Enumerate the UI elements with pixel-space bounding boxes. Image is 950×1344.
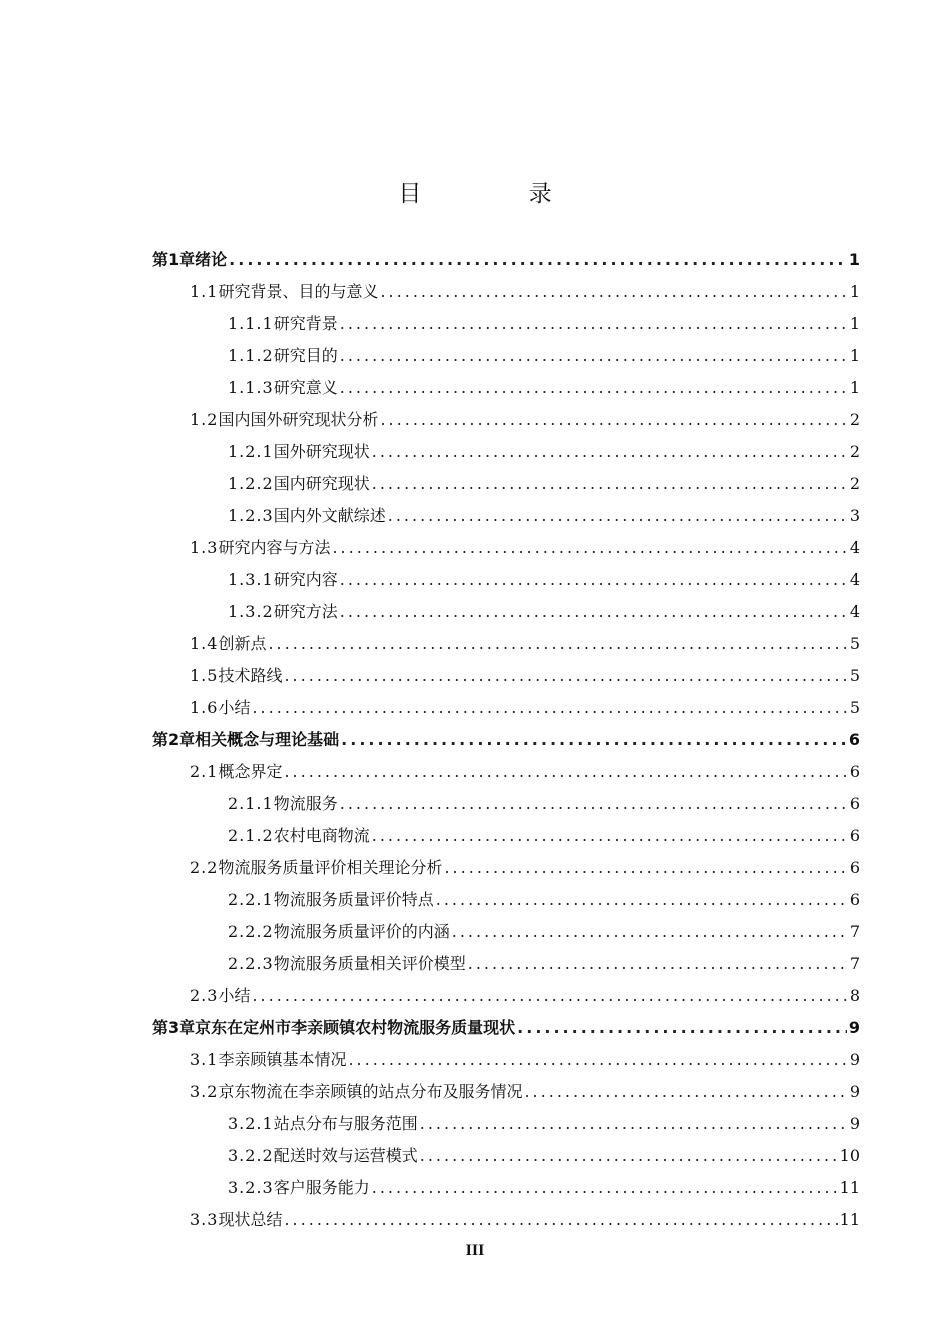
toc-entry-page-number: 8 xyxy=(849,986,860,1005)
toc-entry-page-number: 9 xyxy=(849,1114,860,1133)
toc-dot-leader xyxy=(420,1140,838,1172)
toc-entry-page-number: 6 xyxy=(849,890,860,909)
toc-entry-page-number: 4 xyxy=(849,538,860,557)
toc-entry-number: 2.2.2 xyxy=(228,922,274,941)
toc-entry-title: 站点分布与服务范围 xyxy=(273,1114,418,1133)
toc-entry[interactable] xyxy=(152,692,860,724)
toc-entry-title: 农村电商物流 xyxy=(273,826,370,845)
toc-dot-leader xyxy=(252,692,847,724)
toc-dot-leader xyxy=(340,564,848,596)
toc-dot-leader xyxy=(372,436,848,468)
toc-dot-leader xyxy=(444,852,847,884)
toc-entry-title: 绪论 xyxy=(195,250,228,269)
toc-dot-leader xyxy=(380,404,847,436)
table-of-contents xyxy=(152,244,860,1236)
toc-entry[interactable] xyxy=(152,980,860,1012)
toc-entry-page-number: 6 xyxy=(849,826,860,845)
toc-entry[interactable] xyxy=(152,724,860,756)
toc-entry-number: 3.2.3 xyxy=(228,1178,274,1197)
toc-entry-title: 李亲顾镇基本情况 xyxy=(218,1050,347,1069)
toc-dot-leader xyxy=(268,628,847,660)
toc-entry[interactable] xyxy=(152,244,860,276)
toc-entry-number: 第1章 xyxy=(152,250,196,269)
toc-entry[interactable] xyxy=(152,1012,860,1044)
toc-dot-leader xyxy=(468,948,848,980)
toc-entry-number: 3.2.1 xyxy=(228,1114,274,1133)
toc-entry-title: 国外研究现状 xyxy=(273,442,370,461)
toc-entry-page-number: 4 xyxy=(849,570,860,589)
toc-entry-number: 2.1.1 xyxy=(228,794,274,813)
toc-entry-title: 物流服务质量评价相关理论分析 xyxy=(218,858,443,877)
toc-entry-number: 1.1.1 xyxy=(228,314,274,333)
toc-entry-page-number: 1 xyxy=(849,314,860,333)
toc-dot-leader xyxy=(284,756,847,788)
toc-entry-title: 物流服务质量评价的内涵 xyxy=(273,922,450,941)
toc-entry-page-number: 9 xyxy=(849,1050,860,1069)
toc-dot-leader xyxy=(340,372,848,404)
toc-entry-title: 国内国外研究现状分析 xyxy=(218,410,379,429)
toc-entry[interactable] xyxy=(152,660,860,692)
toc-entry-page-number: 1 xyxy=(849,378,860,397)
toc-entry-page-number: 5 xyxy=(849,666,860,685)
toc-dot-leader xyxy=(332,532,847,564)
toc-entry-page-number: 2 xyxy=(849,442,860,461)
toc-entry-number: 3.1 xyxy=(190,1050,219,1069)
toc-entry[interactable] xyxy=(152,500,860,532)
toc-dot-leader xyxy=(341,724,847,756)
toc-entry[interactable] xyxy=(152,1172,860,1204)
toc-dot-leader xyxy=(372,820,848,852)
toc-entry-title: 概念界定 xyxy=(218,762,283,781)
toc-entry[interactable] xyxy=(152,1140,860,1172)
toc-entry-number: 1.6 xyxy=(190,698,219,717)
toc-entry-number: 2.2 xyxy=(190,858,219,877)
toc-dot-leader xyxy=(229,244,847,276)
toc-entry-page-number: 2 xyxy=(849,410,860,429)
toc-entry-title: 客户服务能力 xyxy=(273,1178,370,1197)
toc-entry-page-number: 1 xyxy=(848,250,860,269)
toc-entry-page-number: 5 xyxy=(849,698,860,717)
toc-entry-page-number: 6 xyxy=(849,858,860,877)
toc-entry-title: 小结 xyxy=(218,698,251,717)
toc-entry[interactable] xyxy=(152,628,860,660)
toc-entry-number: 1.1.2 xyxy=(228,346,274,365)
toc-entry-number: 第3章 xyxy=(152,1018,196,1037)
toc-entry-number: 3.2.2 xyxy=(228,1146,274,1165)
toc-entry[interactable] xyxy=(152,788,860,820)
toc-entry-page-number: 9 xyxy=(849,1082,860,1101)
footer-page-number: III xyxy=(465,1242,485,1259)
toc-dot-leader xyxy=(340,596,848,628)
toc-entry-page-number: 6 xyxy=(849,762,860,781)
toc-dot-leader xyxy=(340,308,848,340)
toc-entry[interactable] xyxy=(152,884,860,916)
toc-entry-number: 1.2.1 xyxy=(228,442,274,461)
toc-entry-page-number: 11 xyxy=(839,1210,860,1229)
toc-entry-page-number: 11 xyxy=(839,1178,860,1197)
toc-entry-number: 3.2 xyxy=(190,1082,219,1101)
toc-dot-leader xyxy=(517,1012,847,1044)
toc-dot-leader xyxy=(340,788,848,820)
toc-entry-number: 2.2.3 xyxy=(228,954,274,973)
toc-entry-number: 2.2.1 xyxy=(228,890,274,909)
toc-dot-leader xyxy=(388,500,848,532)
toc-dot-leader xyxy=(252,980,847,1012)
toc-entry-page-number: 7 xyxy=(849,954,860,973)
toc-entry-page-number: 3 xyxy=(849,506,860,525)
toc-entry-number: 1.1 xyxy=(190,282,219,301)
toc-entry-page-number: 6 xyxy=(848,730,860,749)
toc-entry-title: 现状总结 xyxy=(218,1210,283,1229)
toc-entry-title: 研究背景、目的与意义 xyxy=(218,282,379,301)
toc-entry[interactable] xyxy=(152,564,860,596)
toc-entry-title: 物流服务质量相关评价模型 xyxy=(273,954,466,973)
toc-entry-title: 国内研究现状 xyxy=(273,474,370,493)
toc-entry-page-number: 1 xyxy=(849,346,860,365)
toc-entry-title: 配送时效与运营模式 xyxy=(273,1146,418,1165)
toc-entry-title: 物流服务 xyxy=(273,794,338,813)
toc-entry[interactable] xyxy=(152,308,860,340)
toc-entry[interactable] xyxy=(152,1108,860,1140)
toc-entry-number: 1.3 xyxy=(190,538,219,557)
toc-dot-leader xyxy=(524,1076,847,1108)
toc-entry-title: 研究方法 xyxy=(273,602,338,621)
toc-entry[interactable] xyxy=(152,436,860,468)
toc-entry-page-number: 6 xyxy=(849,794,860,813)
toc-entry[interactable] xyxy=(152,404,860,436)
toc-entry-page-number: 4 xyxy=(849,602,860,621)
toc-entry[interactable] xyxy=(152,756,860,788)
toc-entry-number: 2.3 xyxy=(190,986,219,1005)
toc-dot-leader xyxy=(372,468,848,500)
toc-entry-number: 3.3 xyxy=(190,1210,219,1229)
toc-entry-number: 1.1.3 xyxy=(228,378,274,397)
toc-entry-number: 1.2 xyxy=(190,410,219,429)
toc-entry-title: 国内外文献综述 xyxy=(273,506,386,525)
toc-entry-title: 研究意义 xyxy=(273,378,338,397)
toc-dot-leader xyxy=(284,660,847,692)
toc-entry-number: 1.2.2 xyxy=(228,474,274,493)
toc-entry-number: 2.1.2 xyxy=(228,826,274,845)
toc-entry-page-number: 9 xyxy=(848,1018,860,1037)
toc-entry[interactable] xyxy=(152,372,860,404)
toc-entry-page-number: 1 xyxy=(849,282,860,301)
toc-entry-page-number: 10 xyxy=(839,1146,860,1165)
toc-entry-title: 研究目的 xyxy=(273,346,338,365)
toc-entry[interactable] xyxy=(152,1204,860,1236)
toc-entry[interactable] xyxy=(152,1076,860,1108)
toc-entry[interactable] xyxy=(152,532,860,564)
toc-entry-page-number: 5 xyxy=(849,634,860,653)
toc-entry-title: 技术路线 xyxy=(218,666,283,685)
toc-entry-title: 研究内容 xyxy=(273,570,338,589)
toc-entry-title: 物流服务质量评价特点 xyxy=(273,890,434,909)
toc-entry-title: 小结 xyxy=(218,986,251,1005)
toc-dot-leader xyxy=(372,1172,838,1204)
toc-entry-number: 1.4 xyxy=(190,634,219,653)
toc-dot-leader xyxy=(340,340,848,372)
toc-entry[interactable] xyxy=(152,340,860,372)
toc-entry[interactable] xyxy=(152,1044,860,1076)
toc-dot-leader xyxy=(436,884,848,916)
toc-entry-title: 相关概念与理论基础 xyxy=(195,730,340,749)
toc-dot-leader xyxy=(380,276,847,308)
toc-entry-title: 研究背景 xyxy=(273,314,338,333)
toc-dot-leader xyxy=(420,1108,848,1140)
toc-dot-leader xyxy=(284,1204,837,1236)
toc-entry-number: 1.3.2 xyxy=(228,602,274,621)
toc-entry-number: 1.5 xyxy=(190,666,219,685)
toc-dot-leader xyxy=(452,916,848,948)
toc-dot-leader xyxy=(348,1044,847,1076)
toc-entry[interactable] xyxy=(152,916,860,948)
toc-entry[interactable] xyxy=(152,852,860,884)
toc-entry-number: 2.1 xyxy=(190,762,219,781)
toc-entry-number: 1.3.1 xyxy=(228,570,274,589)
page-title: 目 录 xyxy=(398,181,602,207)
toc-entry[interactable] xyxy=(152,596,860,628)
toc-entry-page-number: 2 xyxy=(849,474,860,493)
toc-entry[interactable] xyxy=(152,820,860,852)
toc-entry[interactable] xyxy=(152,948,860,980)
toc-entry-title: 京东在定州市李亲顾镇农村物流服务质量现状 xyxy=(195,1018,516,1037)
toc-entry[interactable] xyxy=(152,468,860,500)
toc-entry-number: 1.2.3 xyxy=(228,506,274,525)
toc-entry-number: 第2章 xyxy=(152,730,196,749)
toc-entry[interactable] xyxy=(152,276,860,308)
toc-entry-page-number: 7 xyxy=(849,922,860,941)
toc-entry-title: 京东物流在李亲顾镇的站点分布及服务情况 xyxy=(218,1082,523,1101)
toc-entry-title: 研究内容与方法 xyxy=(218,538,331,557)
toc-entry-title: 创新点 xyxy=(218,634,267,653)
